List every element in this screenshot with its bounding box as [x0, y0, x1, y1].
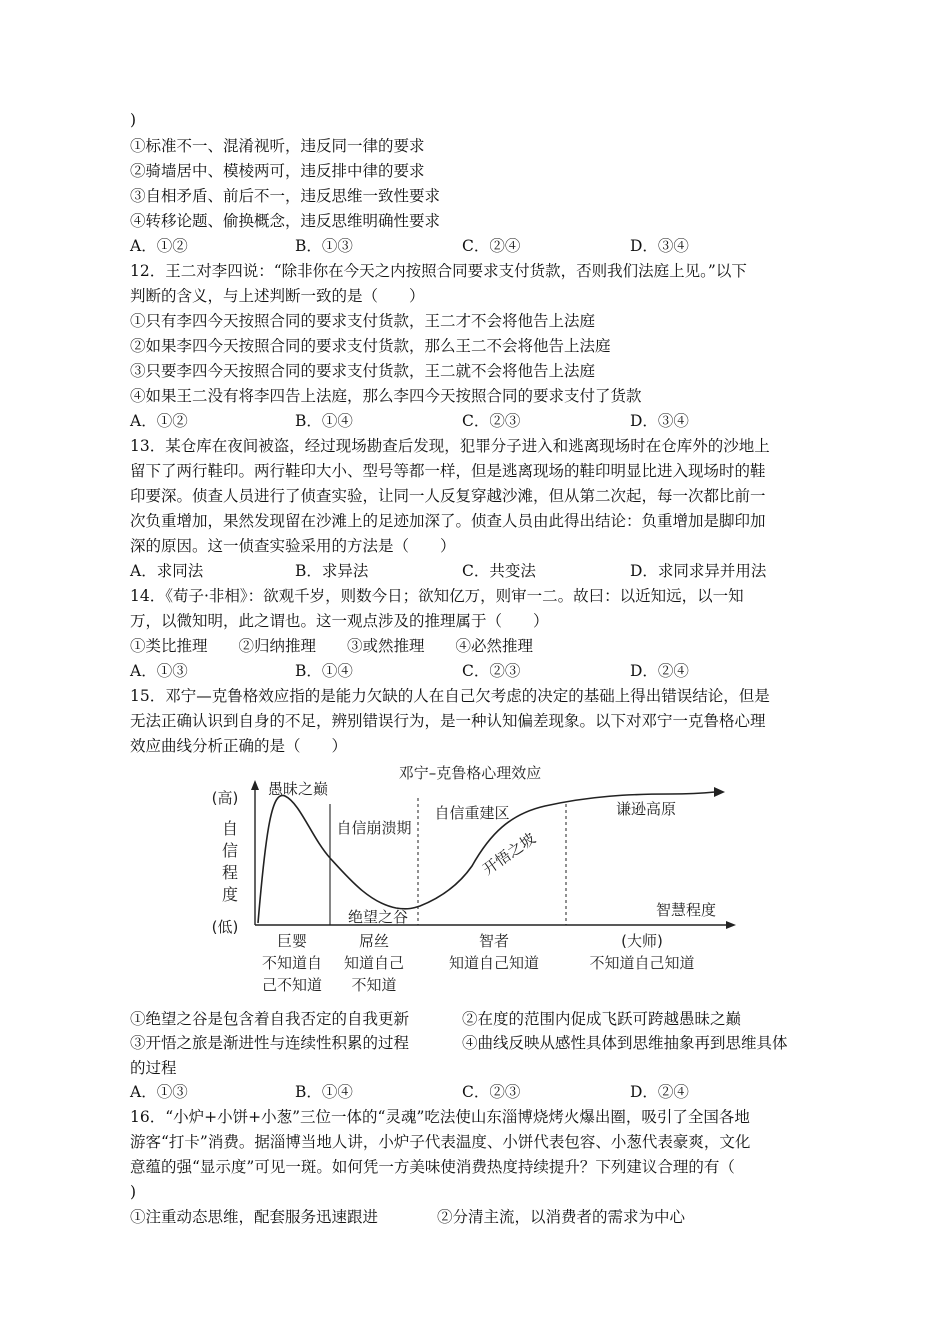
curve-arrow-icon — [714, 787, 725, 797]
text-line: 效应曲线分析正确的是（ ） — [130, 737, 348, 755]
region-label: 愚昧之巅 — [267, 780, 329, 798]
question-12-stem: 12．王二对李四说：“除非你在今天之内按照合同要求支付货款，否则我们法庭上见。”以下 — [130, 262, 747, 280]
region-label: 开悟之坡 — [479, 829, 539, 879]
question-15-stem: 15．邓宁—克鲁格效应指的是能力欠缺的人在自己欠考虑的决定的基础上得出错误结论，但是 — [130, 687, 770, 705]
x-category: 智者 — [478, 932, 510, 950]
option-c: C．②③ — [462, 1083, 521, 1101]
figure-title: 邓宁–克鲁格心理效应 — [398, 764, 542, 782]
x-axis-arrow-icon — [726, 921, 736, 929]
text-line: ) — [130, 1183, 137, 1201]
text-line: ④如果王二没有将李四告上法庭，那么李四今天按照合同的要求支付了货款 — [130, 387, 642, 405]
option-b: B．①④ — [295, 662, 353, 680]
x-category: 屌丝 — [358, 932, 390, 950]
text-line: ②骑墙居中、模棱两可，违反排中律的要求 — [130, 162, 425, 180]
option-a: A．求同法 — [130, 562, 204, 580]
text-line: ②在度的范围内促成飞跃可跨越愚昧之巅 — [462, 1010, 742, 1028]
option-b: B．①③ — [295, 237, 353, 255]
x-desc: 知道自己知道 — [448, 954, 540, 972]
y-axis-char: 度 — [221, 885, 239, 904]
text-line: 游客“打卡”消费。据淄博当地人讲，小炉子代表温度、小饼代表包容、小葱代表豪爽，文化 — [130, 1133, 751, 1151]
region-label: 自信崩溃期 — [336, 819, 412, 837]
option-d: D．③④ — [630, 412, 689, 430]
x-desc: 己不知道 — [261, 976, 323, 994]
option-b: B．求异法 — [295, 562, 369, 580]
text-line: ④曲线反映从感性具体到思维抽象再到思维具体 — [462, 1034, 788, 1052]
option-c: C．②③ — [462, 412, 521, 430]
text-line: ①绝望之谷是包含着自我否定的自我更新 — [130, 1010, 410, 1028]
text-line: ②如果李四今天按照合同的要求支付货款，那么王二不会将他告上法庭 — [130, 337, 611, 355]
x-category: (大师) — [621, 932, 663, 950]
text-line: 无法正确认识到自身的不足，辨别错误行为，是一种认知偏差现象。以下对邓宁一克鲁格心理 — [130, 712, 766, 730]
x-desc: 不知道自己知道 — [589, 954, 695, 972]
x-axis-label: 智慧程度 — [655, 901, 717, 919]
option-a: A．①③ — [130, 1083, 188, 1101]
option-b: B．①④ — [295, 412, 353, 430]
text-line: ③只要李四今天按照合同的要求支付货款，王二就不会将他告上法庭 — [130, 362, 596, 380]
text-line: 印要深。侦查人员进行了侦查实验，让同一人反复穿越沙滩，但从第二次起，每一次都比前一 — [130, 487, 766, 505]
dunning-kruger-figure — [200, 758, 740, 998]
y-axis-char: 自 — [221, 819, 239, 838]
text-line: 留下了两行鞋印。两行鞋印大小、型号等都一样，但是逃离现场的鞋印明显比进入现场时的鞋 — [130, 462, 766, 480]
option-b: B．①④ — [295, 1083, 353, 1101]
text-line: 判断的含义，与上述判断一致的是（ ） — [130, 287, 425, 305]
option-d: D．求同求异并用法 — [630, 562, 767, 580]
y-axis-arrow-icon — [251, 780, 259, 790]
text-line: ①标准不一、混淆视听，违反同一律的要求 — [130, 137, 425, 155]
question-13-stem: 13．某仓库在夜间被盗，经过现场勘查后发现，犯罪分子进入和逃离现场时在仓库外的沙地上 — [130, 437, 770, 455]
option-d: D．③④ — [630, 237, 689, 255]
text-line: 次负重增加，果然发现留在沙滩上的足迹加深了。侦查人员由此得出结论：负重增加是脚印加 — [130, 512, 766, 530]
region-label: 自信重建区 — [434, 804, 510, 822]
text-line: ①类比推理 ②归纳推理 ③或然推理 ④必然推理 — [130, 637, 534, 655]
option-c: C．共变法 — [462, 562, 536, 580]
question-16-stem: 16．“小炉+小饼+小葱”三位一体的“灵魂”吃法使山东淄博烧烤火爆出圈，吸引了全国各地 — [130, 1108, 750, 1126]
option-a: A．①② — [130, 412, 188, 430]
text-line: 深的原因。这一侦查实验采用的方法是（ ） — [130, 537, 456, 555]
text-line: 万，以微知明，此之谓也。这一观点涉及的推理属于（ ） — [130, 612, 549, 630]
x-desc: 不知道自 — [261, 954, 323, 972]
option-c: C．②④ — [462, 237, 521, 255]
dunning-kruger-diagram — [200, 758, 740, 998]
option-a: A．①② — [130, 237, 188, 255]
region-label: 绝望之谷 — [347, 908, 409, 926]
x-desc: 知道自己 — [343, 954, 405, 972]
text-line: ①注重动态思维，配套服务迅速跟进 — [130, 1208, 379, 1226]
text-line: ③自相矛盾、前后不一，违反思维一致性要求 — [130, 187, 441, 205]
y-low-label: (低) — [211, 918, 239, 936]
y-axis-char: 信 — [221, 841, 239, 860]
y-high-label: (高) — [211, 789, 239, 807]
text-line: 的过程 — [130, 1059, 177, 1077]
text-line: 意蕴的强“显示度”可见一斑。如何凭一方美味使消费热度持续提升？下列建议合理的有（ — [130, 1158, 735, 1176]
option-a: A．①③ — [130, 662, 188, 680]
region-label: 谦逊高原 — [615, 800, 677, 818]
text-line: ②分清主流，以消费者的需求为中心 — [437, 1208, 686, 1226]
text-line: ①只有李四今天按照合同的要求支付货款，王二才不会将他告上法庭 — [130, 312, 596, 330]
x-desc: 不知道 — [351, 976, 397, 994]
text-line: ③开悟之旅是渐进性与连续性积累的过程 — [130, 1034, 410, 1052]
option-d: D．②④ — [630, 662, 689, 680]
option-c: C．②③ — [462, 662, 521, 680]
y-axis-char: 程 — [221, 863, 239, 882]
question-14-stem: 14．《荀子·非相》：欲观千岁，则数今日；欲知亿万，则审一二。故曰：以近知远，以一知 — [130, 587, 744, 605]
text-line: ) — [130, 111, 137, 129]
text-line: ④转移论题、偷换概念，违反思维明确性要求 — [130, 212, 441, 230]
x-category: 巨婴 — [276, 932, 308, 950]
option-d: D．②④ — [630, 1083, 689, 1101]
